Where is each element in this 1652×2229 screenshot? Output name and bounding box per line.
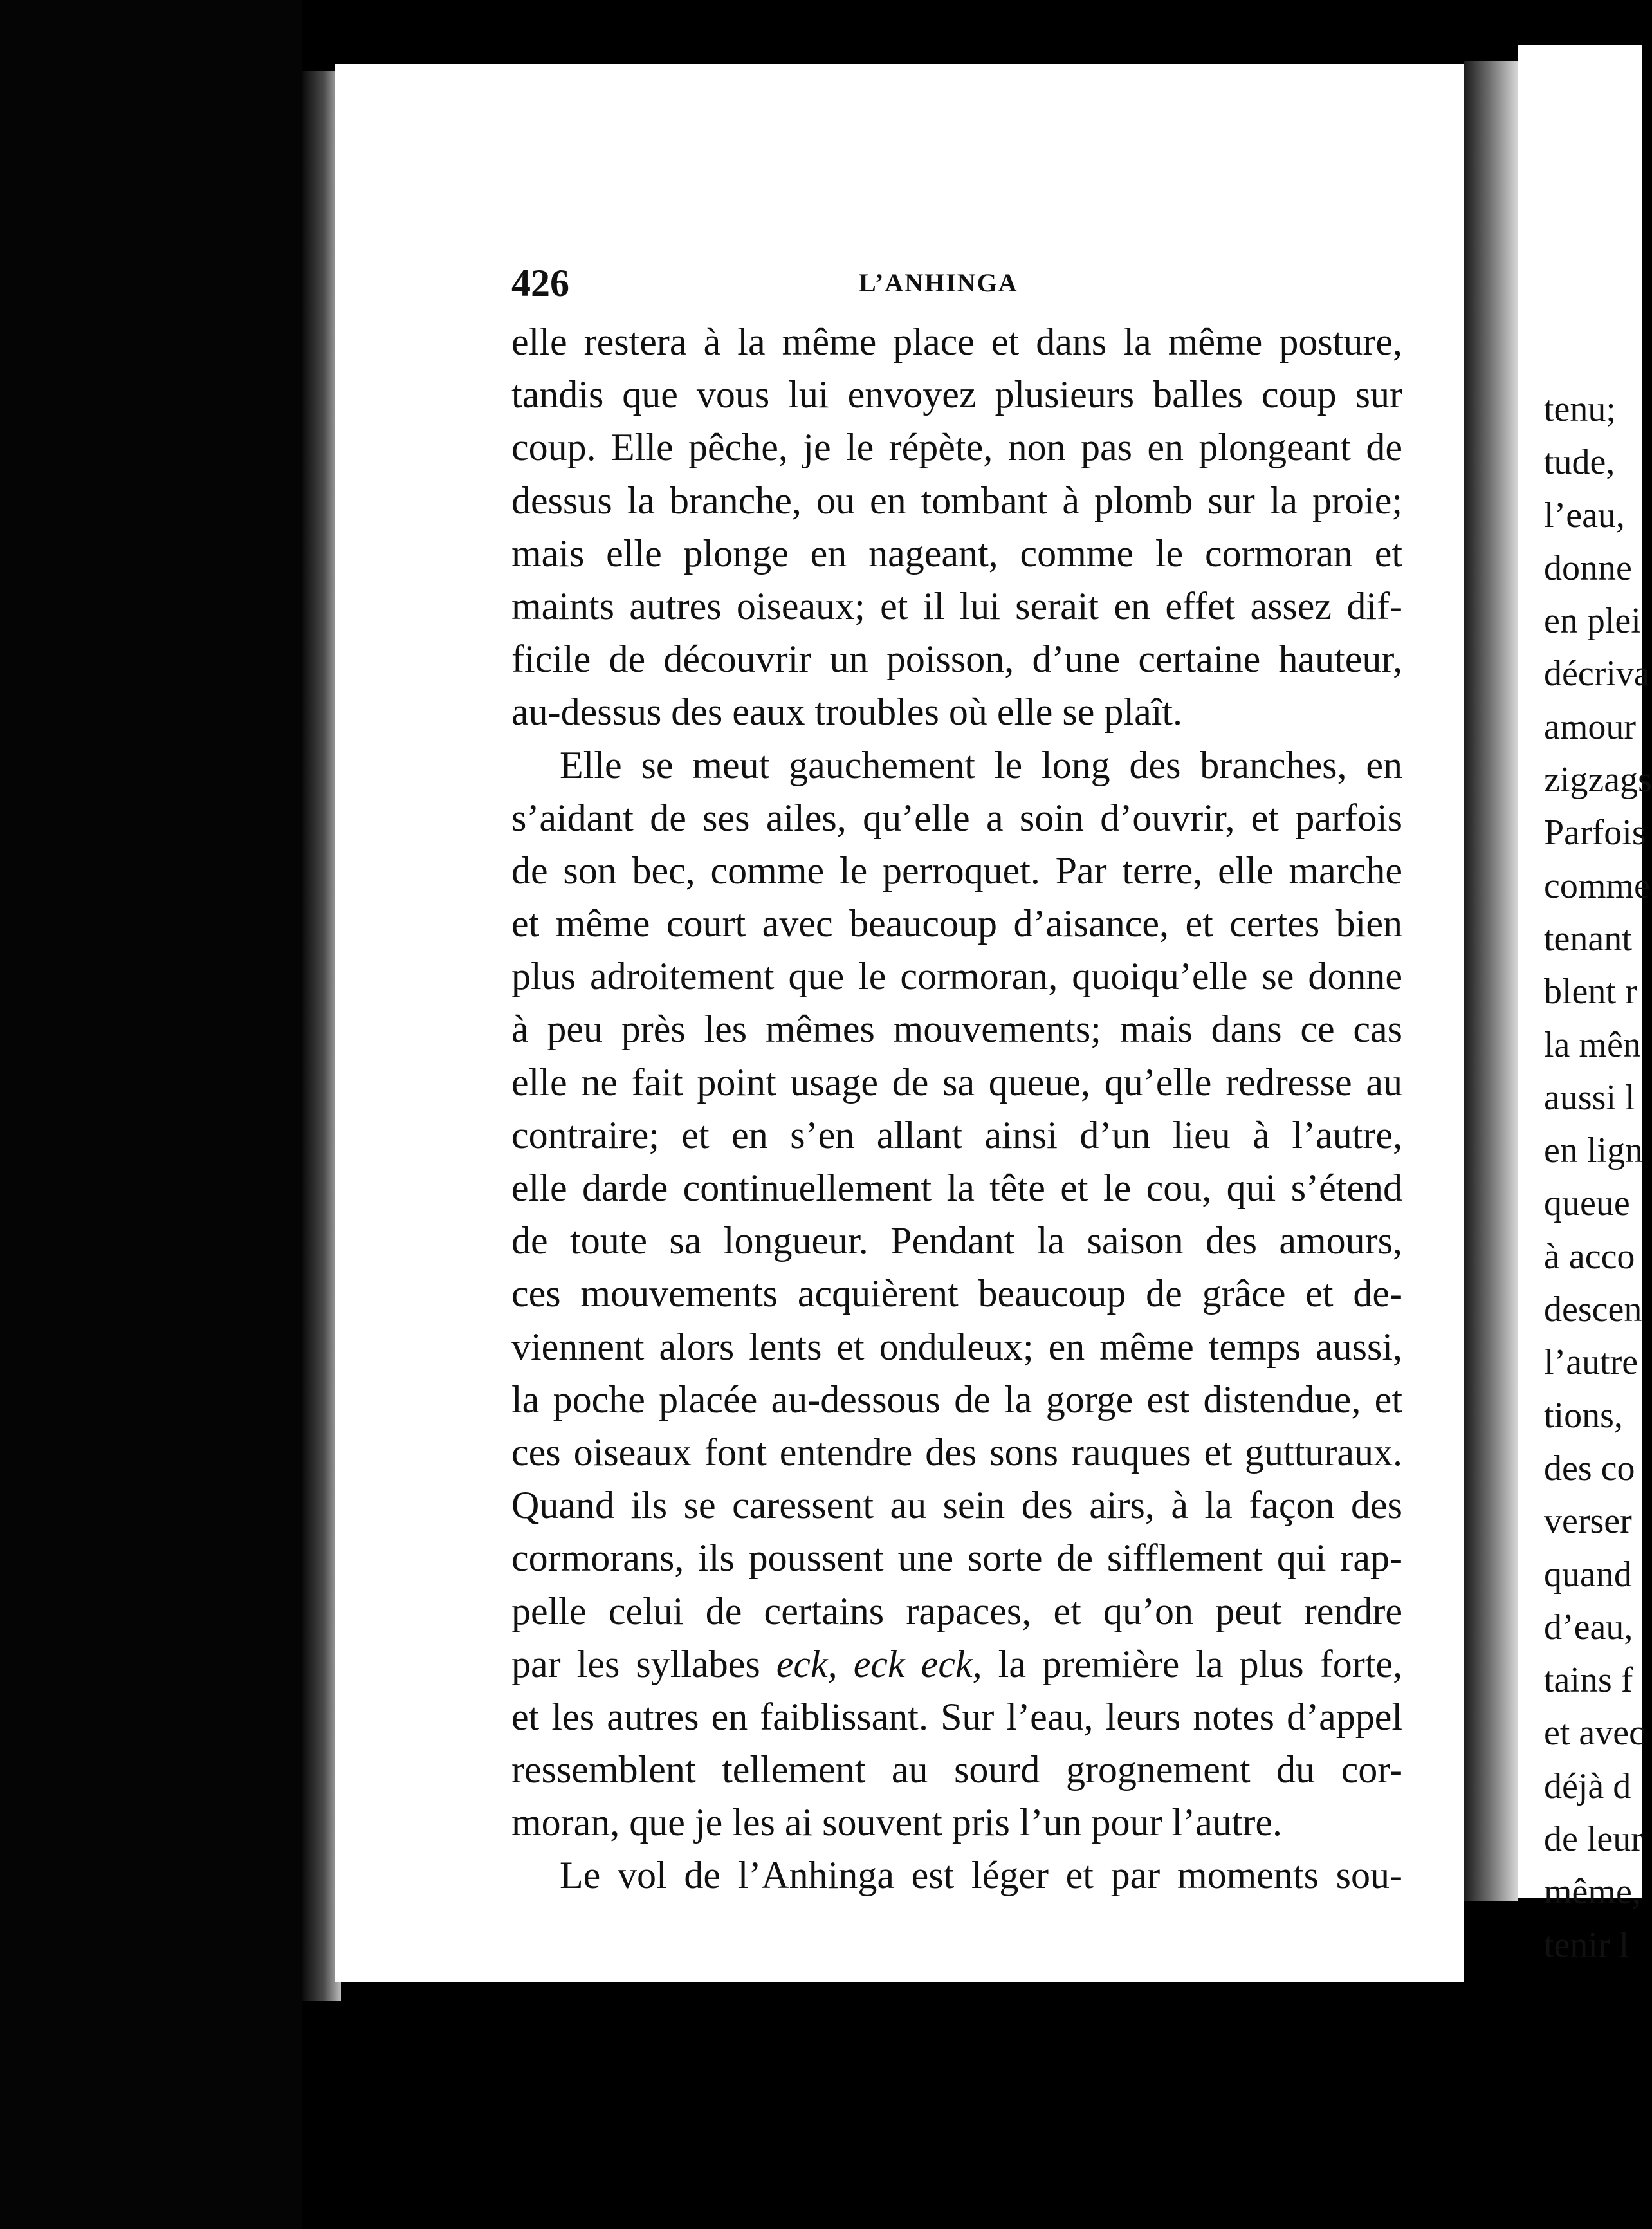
fragment-line: la mên [1544, 1024, 1641, 1065]
facing-page-text [1544, 383, 1652, 1972]
fragment-line: descen [1544, 1290, 1642, 1330]
fragment-line: tenu; [1544, 389, 1616, 429]
text-line: coup. Elle pêche, je le répète, non pas en plongeant de [511, 426, 1402, 469]
facing-page-fragment [1518, 45, 1652, 1965]
fragment-line: en lign [1544, 1131, 1643, 1171]
fragment-line: décriva [1544, 654, 1650, 694]
text-line: plus adroitement que le cormoran, quoiqu’elle se donne [511, 955, 1402, 998]
text-line: elle darde continuellement la tête et le cou, qui s’étend [511, 1167, 1402, 1209]
text-segment: par les syllabes [511, 1642, 776, 1685]
fragment-line: blent r [1544, 972, 1637, 1012]
text-line: s’aidant de ses ailes, qu’elle a soin d’ouvrir, et parfois [511, 796, 1402, 839]
text-line: contraire; et en s’en allant ainsi d’un lieu à l’autre, [511, 1113, 1402, 1156]
text-line: et même court avec beaucoup d’aisance, et certes bien [511, 902, 1402, 945]
fragment-line: déjà d [1544, 1766, 1631, 1806]
fragment-line: donne [1544, 548, 1632, 588]
text-line: moran, que je les ai souvent pris l’un pour l’autre. [511, 1801, 1283, 1844]
text-line: Quand ils se caressent au sein des airs, à la façon des [511, 1484, 1402, 1527]
text-line: pelle celui de certains rapaces, et qu’on peut rendre [511, 1589, 1402, 1632]
text-line: ces oiseaux font entendre des sons rauques et gutturaux. [511, 1430, 1402, 1474]
fragment-line: comme [1544, 865, 1650, 906]
fragment-line: de leur [1544, 1819, 1643, 1860]
text-line: la poche placée au-dessous de la gorge est distendue, et [511, 1378, 1402, 1421]
text-line: de son bec, comme le perroquet. Par terre, elle marche [511, 849, 1402, 892]
fragment-line: même, [1544, 1872, 1641, 1912]
text-line: de toute sa longueur. Pendant la saison des amours, [511, 1219, 1402, 1262]
fragment-line: d’eau, [1544, 1607, 1633, 1647]
fragment-line: verser [1544, 1501, 1632, 1542]
paragraph-start-line: Elle se meut gauchement le long des branches, en [560, 743, 1402, 786]
fragment-line: quand [1544, 1554, 1632, 1595]
scan-background [0, 0, 302, 2229]
paragraph-start-line: Le vol de l’Anhinga est léger et par moments sou- [560, 1854, 1402, 1897]
text-line: cormorans, ils poussent une sorte de sifflement qui rap- [511, 1537, 1402, 1580]
fragment-line: tenir l [1544, 1925, 1629, 1965]
fragment-line: aussi l [1544, 1077, 1635, 1118]
text-line: tandis que vous lui envoyez plusieurs balles coup sur [511, 373, 1402, 416]
fragment-line: zigzags [1544, 760, 1652, 800]
fragment-line: amour [1544, 707, 1637, 747]
text-line: mais elle plonge en nageant, comme le cormoran et [511, 532, 1402, 575]
fragment-line: Parfois [1544, 813, 1646, 853]
page-number: 426 [511, 262, 569, 304]
text-line: à peu près les mêmes mouvements; mais dans ce cas [511, 1008, 1402, 1051]
text-line: elle ne fait point usage de sa queue, qu’elle redresse au [511, 1060, 1402, 1104]
text-line: au-dessus des eaux troubles où elle se plaît. [511, 690, 1183, 734]
fragment-line: tude, [1544, 442, 1615, 483]
text-line: ces mouvements acquièrent beaucoup de grâce et de- [511, 1272, 1402, 1315]
book-spine-shadow [1464, 61, 1518, 1901]
fragment-line: tains f [1544, 1660, 1633, 1701]
text-line: viennent alors lents et onduleux; en même temps aussi, [511, 1325, 1402, 1368]
fragment-line: queue [1544, 1183, 1630, 1224]
text-line: ficile de découvrir un poisson, d’une certaine hauteur, [511, 638, 1402, 681]
italic-syllables: eck, eck eck, [776, 1642, 982, 1685]
running-head [511, 257, 1399, 309]
text-line-with-italic [511, 1638, 1402, 1690]
text-line: ressemblent tellement au sourd grognement du cor- [511, 1748, 1402, 1791]
fragment-line: et avec [1544, 1713, 1645, 1753]
text-line: maints autres oiseaux; et il lui serait en effet assez dif- [511, 584, 1402, 627]
fragment-line: l’autre [1544, 1342, 1638, 1383]
text-line: et les autres en faiblissant. Sur l’eau, leurs notes d’appel [511, 1695, 1402, 1738]
fragment-line: en plei [1544, 601, 1641, 642]
running-title: L’ANHINGA [859, 268, 1018, 297]
fragment-line: l’eau, [1544, 495, 1625, 535]
fragment-line: tions, [1544, 1395, 1623, 1436]
body-text [511, 315, 1402, 1902]
text-line: dessus la branche, ou en tombant à plomb sur la proie; [511, 479, 1402, 522]
fragment-line: à acco [1544, 1236, 1635, 1277]
fragment-line: tenant [1544, 918, 1632, 959]
text-line: elle restera à la même place et dans la même posture, [511, 320, 1402, 363]
text-segment: la première la plus forte, [982, 1642, 1402, 1685]
fragment-line: des co [1544, 1448, 1635, 1488]
